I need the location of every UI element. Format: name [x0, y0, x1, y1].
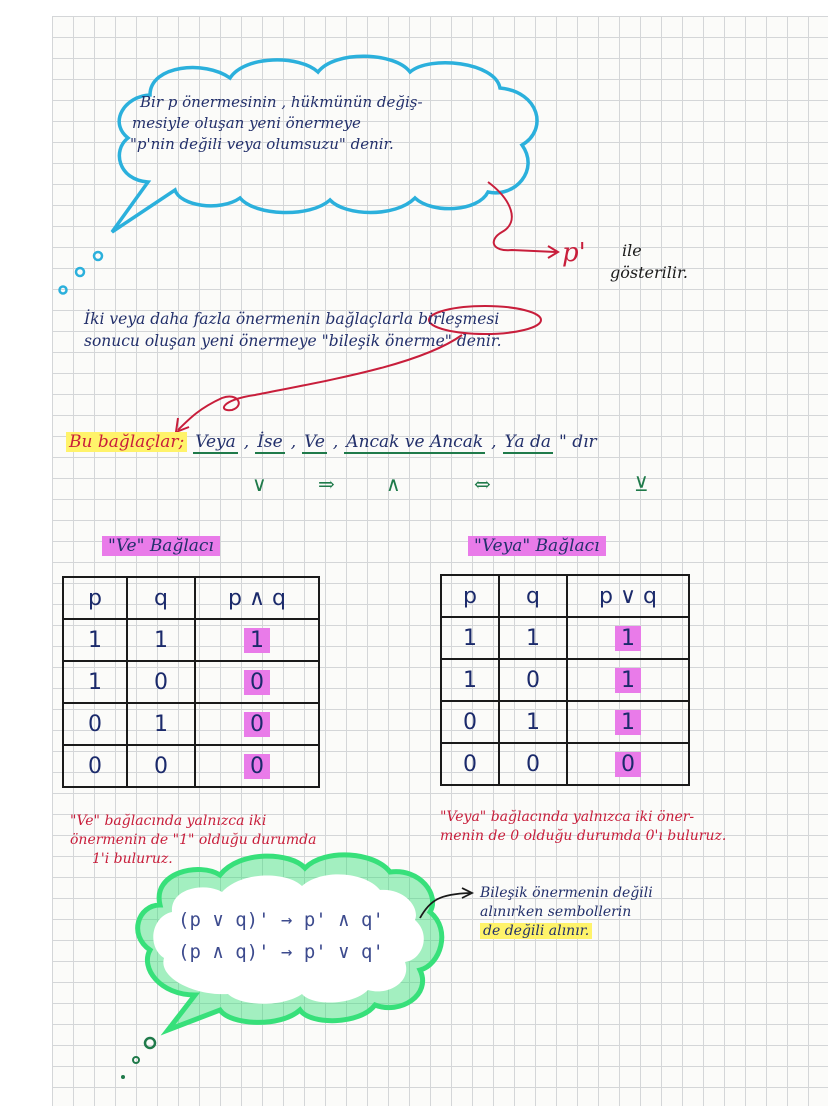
- note-line: de değili alınır.: [480, 922, 653, 941]
- notation-symbol: p': [562, 238, 586, 268]
- table-header-row: [441, 575, 689, 617]
- table-row: [441, 701, 689, 743]
- table-cell: 1: [127, 703, 195, 745]
- table-row: [63, 661, 319, 703]
- connective-symbol: ∨: [252, 472, 267, 496]
- connective-label: Ve: [304, 432, 325, 452]
- table-row: [63, 703, 319, 745]
- table-header: p: [441, 575, 499, 617]
- thought-dot: [60, 287, 67, 294]
- result-cell: 0: [567, 743, 689, 785]
- table-cell: 0: [441, 701, 499, 743]
- and-table-title: "Ve" Bağlacı: [102, 536, 220, 556]
- table-header: q: [499, 575, 567, 617]
- and-table-note: [70, 812, 316, 869]
- table-row: [441, 617, 689, 659]
- connectives-row: Bu bağlaçlar; Veya , İse , Ve , Ancak ve Ancak , Ya da " dır: [66, 432, 597, 454]
- result-cell: 1: [195, 619, 319, 661]
- thought-dot: [76, 268, 84, 276]
- connective-label: Veya: [195, 432, 236, 452]
- notation-line: gösterilir.: [610, 263, 688, 282]
- compound-definition: [84, 308, 502, 352]
- table-cell: 1: [499, 701, 567, 743]
- table-cell: 1: [63, 661, 127, 703]
- de-morgan-formulas: [178, 904, 384, 968]
- table-header: p ∧ q: [195, 577, 319, 619]
- formula-line: (p ∧ q)' → p' ∨ q': [178, 941, 384, 963]
- table-cell: 0: [127, 745, 195, 787]
- table-cell: 0: [63, 703, 127, 745]
- note-line: 1'i buluruz.: [92, 851, 173, 867]
- table-cell: 0: [499, 743, 567, 785]
- table-row: [441, 743, 689, 785]
- note-line: Bileşik önermenin değili: [480, 885, 653, 901]
- table-row: [441, 659, 689, 701]
- connective-label: İse: [257, 432, 283, 452]
- thought-dot: [133, 1057, 139, 1063]
- compound-line: İki veya daha fazla önermenin bağlaçlarla birleşmesi: [84, 310, 500, 328]
- table-cell: 1: [441, 659, 499, 701]
- table-header: p ∨ q: [567, 575, 689, 617]
- connective-symbol: ⊻: [634, 472, 649, 496]
- or-table-title: "Veya" Bağlacı: [468, 536, 606, 556]
- table-row: [63, 619, 319, 661]
- table-cell: 0: [127, 661, 195, 703]
- negation-definition: [130, 92, 423, 155]
- table-header: p: [63, 577, 127, 619]
- formula-line: (p ∨ q)' → p' ∧ q': [178, 909, 384, 931]
- thought-dot: [145, 1038, 155, 1048]
- table-cell: 0: [499, 659, 567, 701]
- connective-label: Ya da: [504, 432, 552, 452]
- table-cell: 1: [441, 617, 499, 659]
- note-line: alınırken sembollerin: [480, 904, 632, 920]
- connective-symbol: ∧: [386, 472, 401, 496]
- table-cell: 1: [63, 619, 127, 661]
- thought-dot: [121, 1075, 125, 1079]
- notation-text: [612, 240, 688, 284]
- result-cell: 0: [195, 745, 319, 787]
- table-cell: 0: [441, 743, 499, 785]
- or-table-note: [440, 808, 726, 846]
- connective-symbol: ⇒: [318, 472, 335, 496]
- thought-dot: [94, 252, 102, 260]
- definition-line: "p'nin değili veya olumsuzu" denir.: [130, 135, 394, 153]
- result-cell: 1: [567, 617, 689, 659]
- note-line: önermenin de "1" olduğu durumda: [70, 832, 317, 848]
- de-morgan-note: [480, 884, 653, 941]
- notation-line: ile: [622, 241, 642, 260]
- table-cell: 1: [499, 617, 567, 659]
- definition-line: Bir p önermesinin , hükmünün değiş-: [140, 93, 423, 111]
- table-header-row: [63, 577, 319, 619]
- connectives-tail: " dır: [559, 432, 597, 452]
- compound-line: sonucu oluşan yeni önermeye "bileşik önerme" denir.: [84, 332, 502, 350]
- result-cell: 0: [195, 661, 319, 703]
- connective-symbol: ⇔: [474, 472, 491, 496]
- result-cell: 1: [567, 701, 689, 743]
- note-line: "Veya" bağlacında yalnızca iki öner-: [440, 809, 695, 825]
- table-cell: 0: [63, 745, 127, 787]
- table-row: [63, 745, 319, 787]
- table-header: q: [127, 577, 195, 619]
- or-truth-table: [440, 574, 690, 786]
- definition-line: mesiyle oluşan yeni önermeye: [132, 114, 361, 132]
- table-cell: 1: [127, 619, 195, 661]
- result-cell: 1: [567, 659, 689, 701]
- note-line: menin de 0 olduğu durumda 0'ı buluruz.: [440, 828, 727, 844]
- connectives-lead: Bu bağlaçlar;: [66, 432, 187, 452]
- connective-label: Ancak ve Ancak: [346, 432, 484, 452]
- note-line: "Ve" bağlacında yalnızca iki: [70, 813, 267, 829]
- and-truth-table: [62, 576, 320, 788]
- result-cell: 0: [195, 703, 319, 745]
